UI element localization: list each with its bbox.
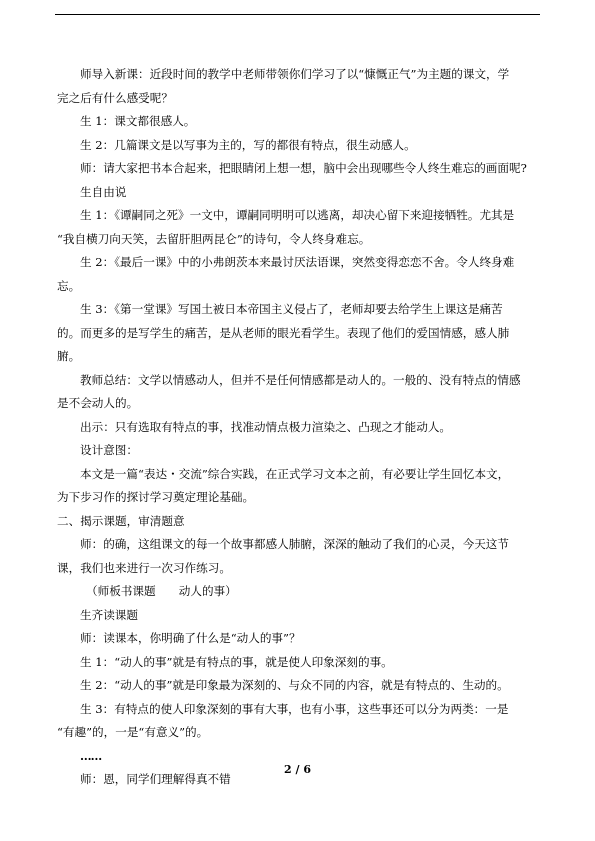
paragraph-line: 的。而更多的是写学生的痛苦，是从老师的眼光看学生。表现了他们的爱国情感，感人肺 <box>57 325 510 340</box>
paragraph-line: 师：的确，这组课文的每一个故事都感人肺腑，深深的触动了我们的心灵，今天这节 <box>80 537 509 551</box>
paragraph-line: 生 1：《谭嗣同之死》一文中，谭嗣同明明可以逃离，却决心留下来迎接牺牲。尤其是 <box>80 208 515 222</box>
paragraph-line: 本文是一篇“表达・交流”综合实践，在正式学习文本之前，有必要让学生回忆本文， <box>80 466 510 481</box>
paragraph-line: 生 1：课文都很感人。 <box>80 114 196 128</box>
paragraph-line: 生齐读课题 <box>80 607 138 622</box>
paragraph-line: “有趣”的，一是“有意义”的。 <box>57 725 209 739</box>
paragraph-line: 忘。 <box>57 278 81 293</box>
paragraph-line: 腑。 <box>57 349 81 363</box>
paragraph-line: 为下步习作的探讨学习奠定理论基础。 <box>57 490 255 504</box>
ellipsis-line: …… <box>80 748 102 763</box>
design-intent-heading: 设计意图： <box>80 443 138 457</box>
body-text <box>57 63 537 792</box>
paragraph-line: 生 2：几篇课文是以写事为主的，写的都很有特点，很生动感人。 <box>80 137 416 152</box>
paragraph-line: （师板书课题 动人的事） <box>86 584 237 598</box>
paragraph-line: 生 1：“动人的事”就是有特点的事，就是使人印象深刻的事。 <box>80 654 393 669</box>
paragraph-line: 生自由说 <box>80 184 127 199</box>
section-heading: 二、揭示课题，审清题意 <box>57 513 185 528</box>
paragraph-line: 师：读课本，你明确了什么是“动人的事”？ <box>80 631 301 645</box>
paragraph-line: 师：恩，同学们理解得真不错 <box>80 772 231 786</box>
paragraph-line: 出示：只有选取有特点的事，找准动情点极力渲染之、凸现之才能动人。 <box>80 419 452 434</box>
paragraph-line: 生 3：有特点的使人印象深刻的事有大事，也有小事，这些事还可以分为两类：一是 <box>80 701 509 716</box>
paragraph-line: “我自横刀向天笑，去留肝胆两昆仑”的诗句，令人终身难忘。 <box>57 231 371 246</box>
paragraph-line: 课，我们也来进行一次习作练习。 <box>57 560 231 575</box>
header-rule <box>55 14 540 15</box>
page-number: 2 / 6 <box>284 763 311 776</box>
paragraph-line: 生 2：《最后一课》中的小弗朗茨本来最讨厌法语课，突然变得恋恋不舍。令人终身难 <box>80 255 515 269</box>
paragraph-line: 生 2：“动人的事”就是印象最为深刻的、与众不同的内容，就是有特点的、生动的。 <box>80 678 509 692</box>
paragraph-line: 完之后有什么感受呢？ <box>57 90 173 105</box>
paragraph-line: 生 3：《第一堂课》写国土被日本帝国主义侵占了，老师却要去给学生上课这是痛苦 <box>80 302 503 316</box>
paragraph-line: 师导入新课：近段时间的教学中老师带领你们学习了以“慷慨正气”为主题的课文，学 <box>80 67 510 81</box>
paragraph-line: 教师总结：文学以情感动人，但并不是任何情感都是动人的。一般的、没有特点的情感 <box>80 372 521 387</box>
paragraph-line: 师：请大家把书本合起来，把眼睛闭上想一想，脑中会出现哪些令人终生难忘的画面呢? <box>80 161 527 175</box>
paragraph-line: 是不会动人的。 <box>57 396 139 410</box>
